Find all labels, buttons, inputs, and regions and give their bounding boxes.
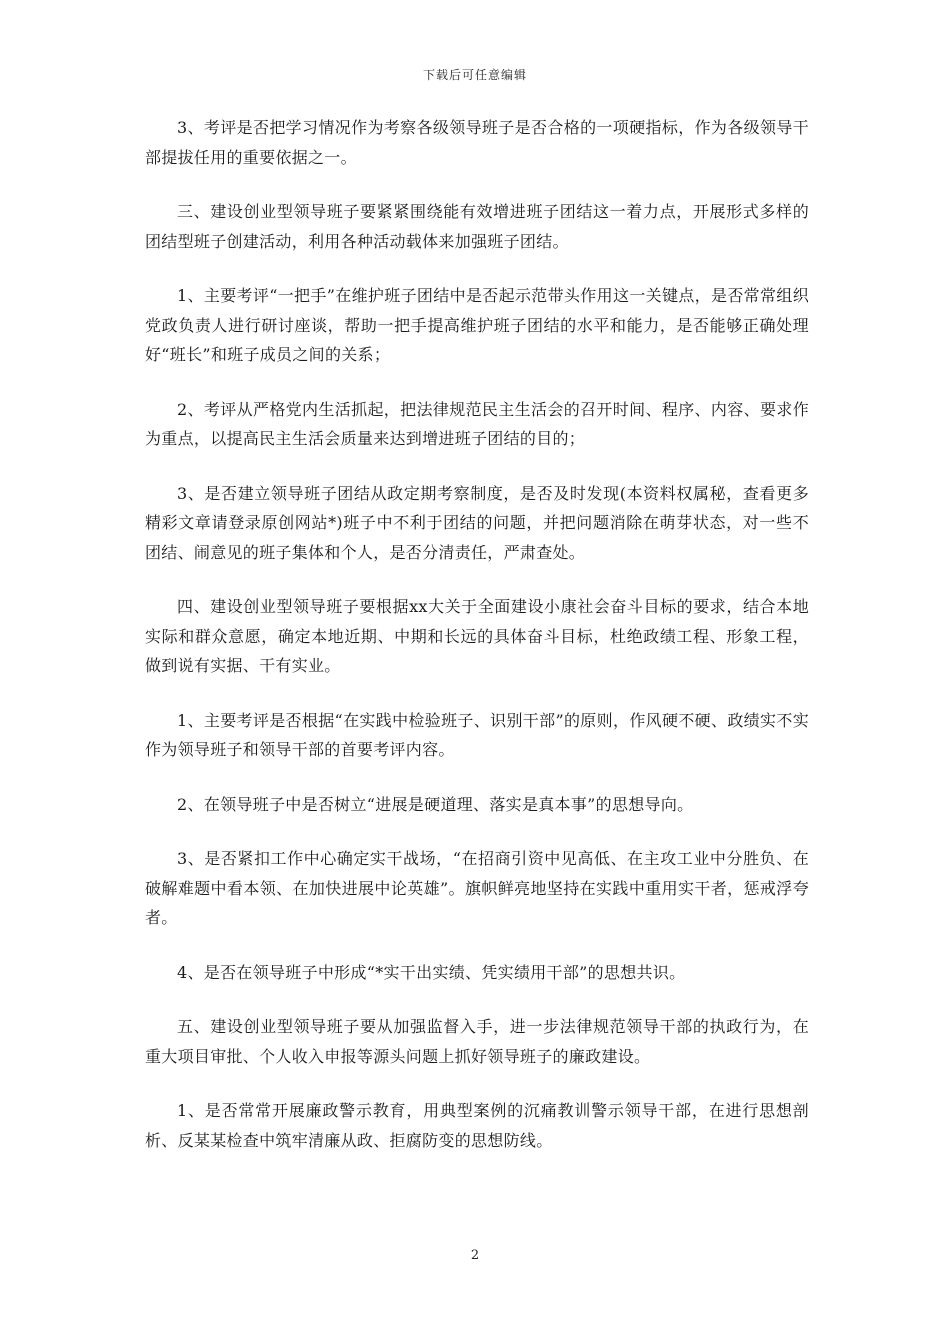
paragraph: 3、是否紧扣工作中心确定实干战场，“在招商引资中见高低、在主攻工业中分胜负、在破解难题中看本领、在加快进展中论英雄”。旗帜鲜亮地坚持在实践中重用实干者，惩戒浮夸者。 <box>145 849 809 927</box>
paragraph: 2、考评从严格党内生活抓起，把法律规范民主生活会的召开时间、程序、内容、要求作为重点，以提高民主生活会质量来达到增进班子团结的目的； <box>145 399 809 448</box>
paragraph: 4、是否在领导班子中形成“*实干出实绩、凭实绩用干部”的思想共识。 <box>177 962 686 982</box>
paragraph: 四、建设创业型领导班子要根据xx大关于全面建设小康社会奋斗目标的要求，结合本地实际和群众意愿，确定本地近期、中期和长远的具体奋斗目标，杜绝政绩工程、形象工程，做到说有实据、干有实业。 <box>145 597 809 675</box>
page-header: 下载后可任意编辑 <box>422 68 527 82</box>
paragraph: 1、主要考评是否根据“在实践中检验班子、识别干部”的原则，作风硬不硬、政绩实不实作为领导班子和领导干部的首要考评内容。 <box>145 710 809 759</box>
paragraph: 1、是否常常开展廉政警示教育，用典型案例的沉痛教训警示领导干部，在进行思想剖析、反某某检查中筑牢清廉从政、拒腐防变的思想防线。 <box>145 1101 809 1150</box>
document-body <box>145 113 809 1180</box>
paragraph: 1、主要考评“一把手”在维护班子团结中是否起示范带头作用这一关键点，是否常常组织党政负责人进行研讨座谈，帮助一把手提高维护班子团结的水平和能力，是否能够正确处理好“班长”和班子成员之间的关系； <box>145 286 809 364</box>
paragraph: 3、是否建立领导班子团结从政定期考察制度，是否及时发现(本资料权属秘，查看更多精彩文章请登录原创网站*)班子中不利于团结的问题，并把问题消除在萌芽状态，对一些不团结、闹意见的班子集体和个人，是否分清责任，严肃查处。 <box>145 483 809 562</box>
paragraph: 3、考评是否把学习情况作为考察各级领导班子是否合格的一项硬指标，作为各级领导干部提拔任用的重要依据之一。 <box>145 118 809 167</box>
page-number: 2 <box>470 1248 480 1263</box>
paragraph: 三、建设创业型领导班子要紧紧围绕能有效增进班子团结这一着力点，开展形式多样的团结型班子创建活动，利用各种活动载体来加强班子团结。 <box>145 202 809 251</box>
paragraph: 2、在领导班子中是否树立“进展是硬道理、落实是真本事”的思想导向。 <box>177 794 694 814</box>
paragraph: 五、建设创业型领导班子要从加强监督入手，进一步法律规范领导干部的执政行为，在重大项目审批、个人收入申报等源头问题上抓好领导班子的廉政建设。 <box>145 1017 809 1066</box>
